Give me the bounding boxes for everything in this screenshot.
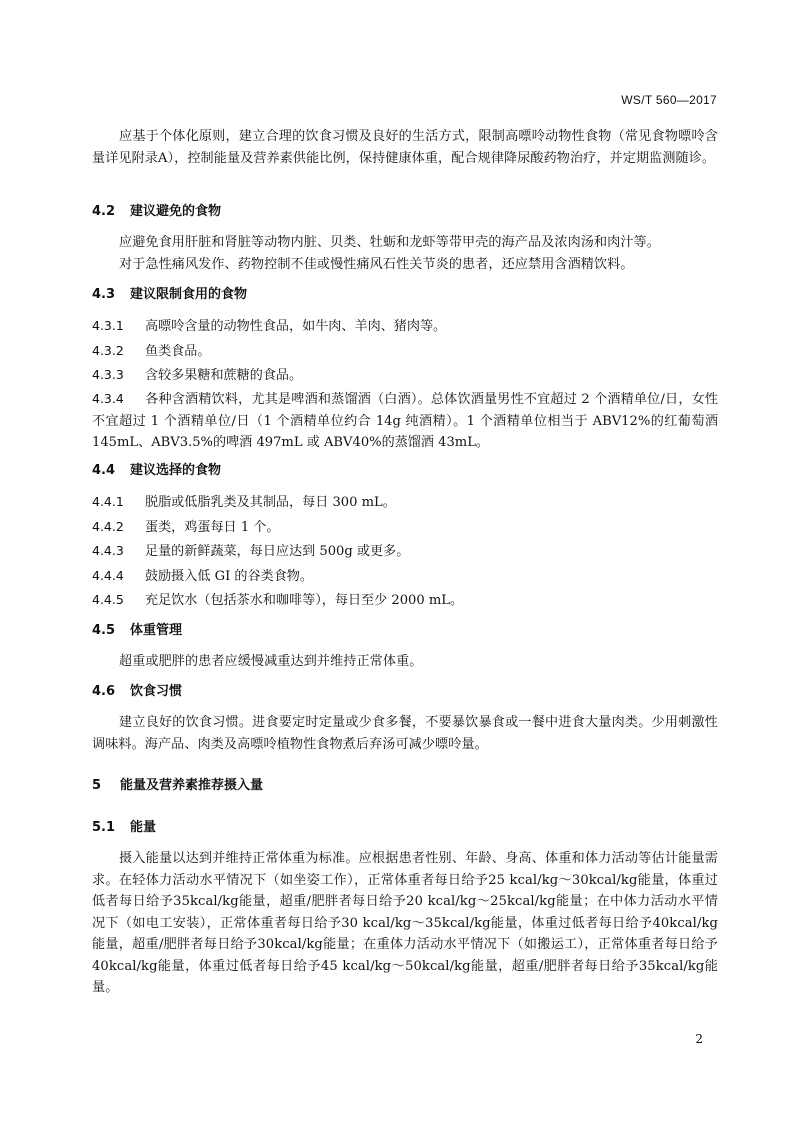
item-text: 鱼类食品。 (145, 344, 211, 359)
section-title: 饮食习惯 (130, 684, 183, 699)
list-item (92, 364, 718, 387)
section-number: 4.6 (92, 684, 116, 699)
section-4-6-paragraph: 建立良好的饮食习惯。进食要定时定量或少食多餐，不要暴饮暴食或一餐中进食大量肉类。少用刺激性调味料。海产品、肉类及高嘌呤植物性食物煮后弃汤可减少嘌呤量。 (92, 715, 718, 752)
section-4-6-heading (92, 682, 182, 702)
section-5-1-paragraph: 摄入能量以达到并维持正常体重为标准。应根据患者性别、年龄、身高、体重和体力活动等估计能量需求。在轻体力活动水平情况下（如坐姿工作），正常体重者每日给予25 kcal/kg～30kcal/kg能量，体重过低者每日给予35kcal/kg能量，超重/肥胖者每日给予20 kcal/kg～25kcal/kg能量；在中体力活动水平情况下（如电工安装），正常体重者每日给予30 kcal/kg～35kcal/kg能量，体重过低者每日给予40kcal/kg能量，超重/肥胖者每日给予30kcal/kg能量；在重体力活动水平情况下（如搬运工），正常体重者每日给予40kcal/kg能量，体重过低者每日给予45 kcal/kg～50kcal/kg能量，超重/肥胖者每日给予35kcal/kg能量。 (92, 851, 718, 995)
section-4-2-paragraph-1: 应避免食用肝脏和肾脏等动物内脏、贝类、牡蛎和龙虾等带甲壳的海产品及浓肉汤和肉汁等。 (119, 235, 660, 250)
section-4-3-heading (92, 285, 247, 305)
item-number: 4.4.4 (92, 568, 124, 583)
item-number: 4.4.5 (92, 592, 124, 607)
section-title: 能量及营养素推荐摄入量 (120, 778, 264, 793)
intro-paragraph: 应基于个体化原则，建立合理的饮食习惯及良好的生活方式，限制高嘌呤动物性食物（常见食物嘌呤含量详见附录A），控制能量及营养素供能比例，保持健康体重，配合规律降尿酸药物治疗，并定期监测随诊。 (92, 129, 718, 166)
item-text: 脱脂或低脂乳类及其制品，每日 300 mL。 (145, 495, 396, 510)
item-number: 4.4.3 (92, 543, 124, 558)
section-4-2-heading (92, 202, 221, 222)
section-5-1-heading (92, 818, 156, 838)
list-item (92, 340, 718, 363)
list-item (92, 565, 718, 588)
section-title: 建议限制食用的食物 (130, 287, 248, 302)
section-4-4-heading (92, 461, 221, 481)
section-5-heading (92, 776, 263, 796)
section-number: 4.5 (92, 623, 116, 638)
item-text: 高嘌呤含量的动物性食品，如牛肉、羊肉、猪肉等。 (145, 319, 447, 334)
item-text: 蛋类，鸡蛋每日 1 个。 (145, 520, 280, 535)
list-item (92, 315, 718, 338)
section-4-5-heading (92, 621, 182, 641)
standard-code: WS/T 560—2017 (621, 93, 717, 107)
section-title: 体重管理 (130, 623, 183, 638)
item-number: 4.4.2 (92, 519, 124, 534)
section-number: 4.4 (92, 463, 116, 478)
item-text: 含较多果糖和蔗糖的食品。 (145, 368, 303, 383)
list-item (92, 589, 718, 612)
item-number: 4.3.3 (92, 367, 124, 382)
section-4-2-paragraph-2: 对于急性痛风发作、药物控制不佳或慢性痛风石性关节炎的患者，还应禁用含酒精饮料。 (119, 257, 634, 272)
list-item (92, 540, 718, 563)
item-text: 足量的新鲜蔬菜，每日应达到 500g 或更多。 (145, 544, 410, 559)
list-item (92, 516, 718, 539)
section-number: 5 (92, 778, 102, 793)
item-number: 4.3.1 (92, 318, 124, 333)
item-number: 4.3.2 (92, 343, 124, 358)
item-text: 充足饮水（包括茶水和咖啡等），每日至少 2000 mL。 (145, 593, 464, 608)
item-number: 4.4.1 (92, 494, 124, 509)
item-text: 鼓励摄入低 GI 的谷类食物。 (145, 569, 313, 584)
section-number: 4.2 (92, 204, 116, 219)
list-item (92, 491, 718, 514)
section-number: 5.1 (92, 820, 116, 835)
page-number: 2 (695, 1032, 703, 1046)
section-title: 建议选择的食物 (130, 463, 222, 478)
section-title: 建议避免的食物 (130, 204, 222, 219)
section-4-5-paragraph: 超重或肥胖的患者应缓慢减重达到并维持正常体重。 (119, 654, 423, 669)
item-number: 4.3.4 (92, 391, 124, 406)
section-title: 能量 (130, 820, 157, 835)
list-item (92, 388, 718, 454)
section-number: 4.3 (92, 287, 116, 302)
item-text: 各种含酒精饮料，尤其是啤酒和蒸馏酒（白酒）。总体饮酒量男性不宜超过 2 个酒精单位/日，女性不宜超过 1 个酒精单位/日（1 个酒精单位约合 14g 纯酒精）。1 个酒精单位相当于 ABV12%的红葡萄酒 145mL、ABV3.5%的啤酒 497mL 或 ABV40%的蒸馏酒 43mL。 (92, 392, 718, 450)
